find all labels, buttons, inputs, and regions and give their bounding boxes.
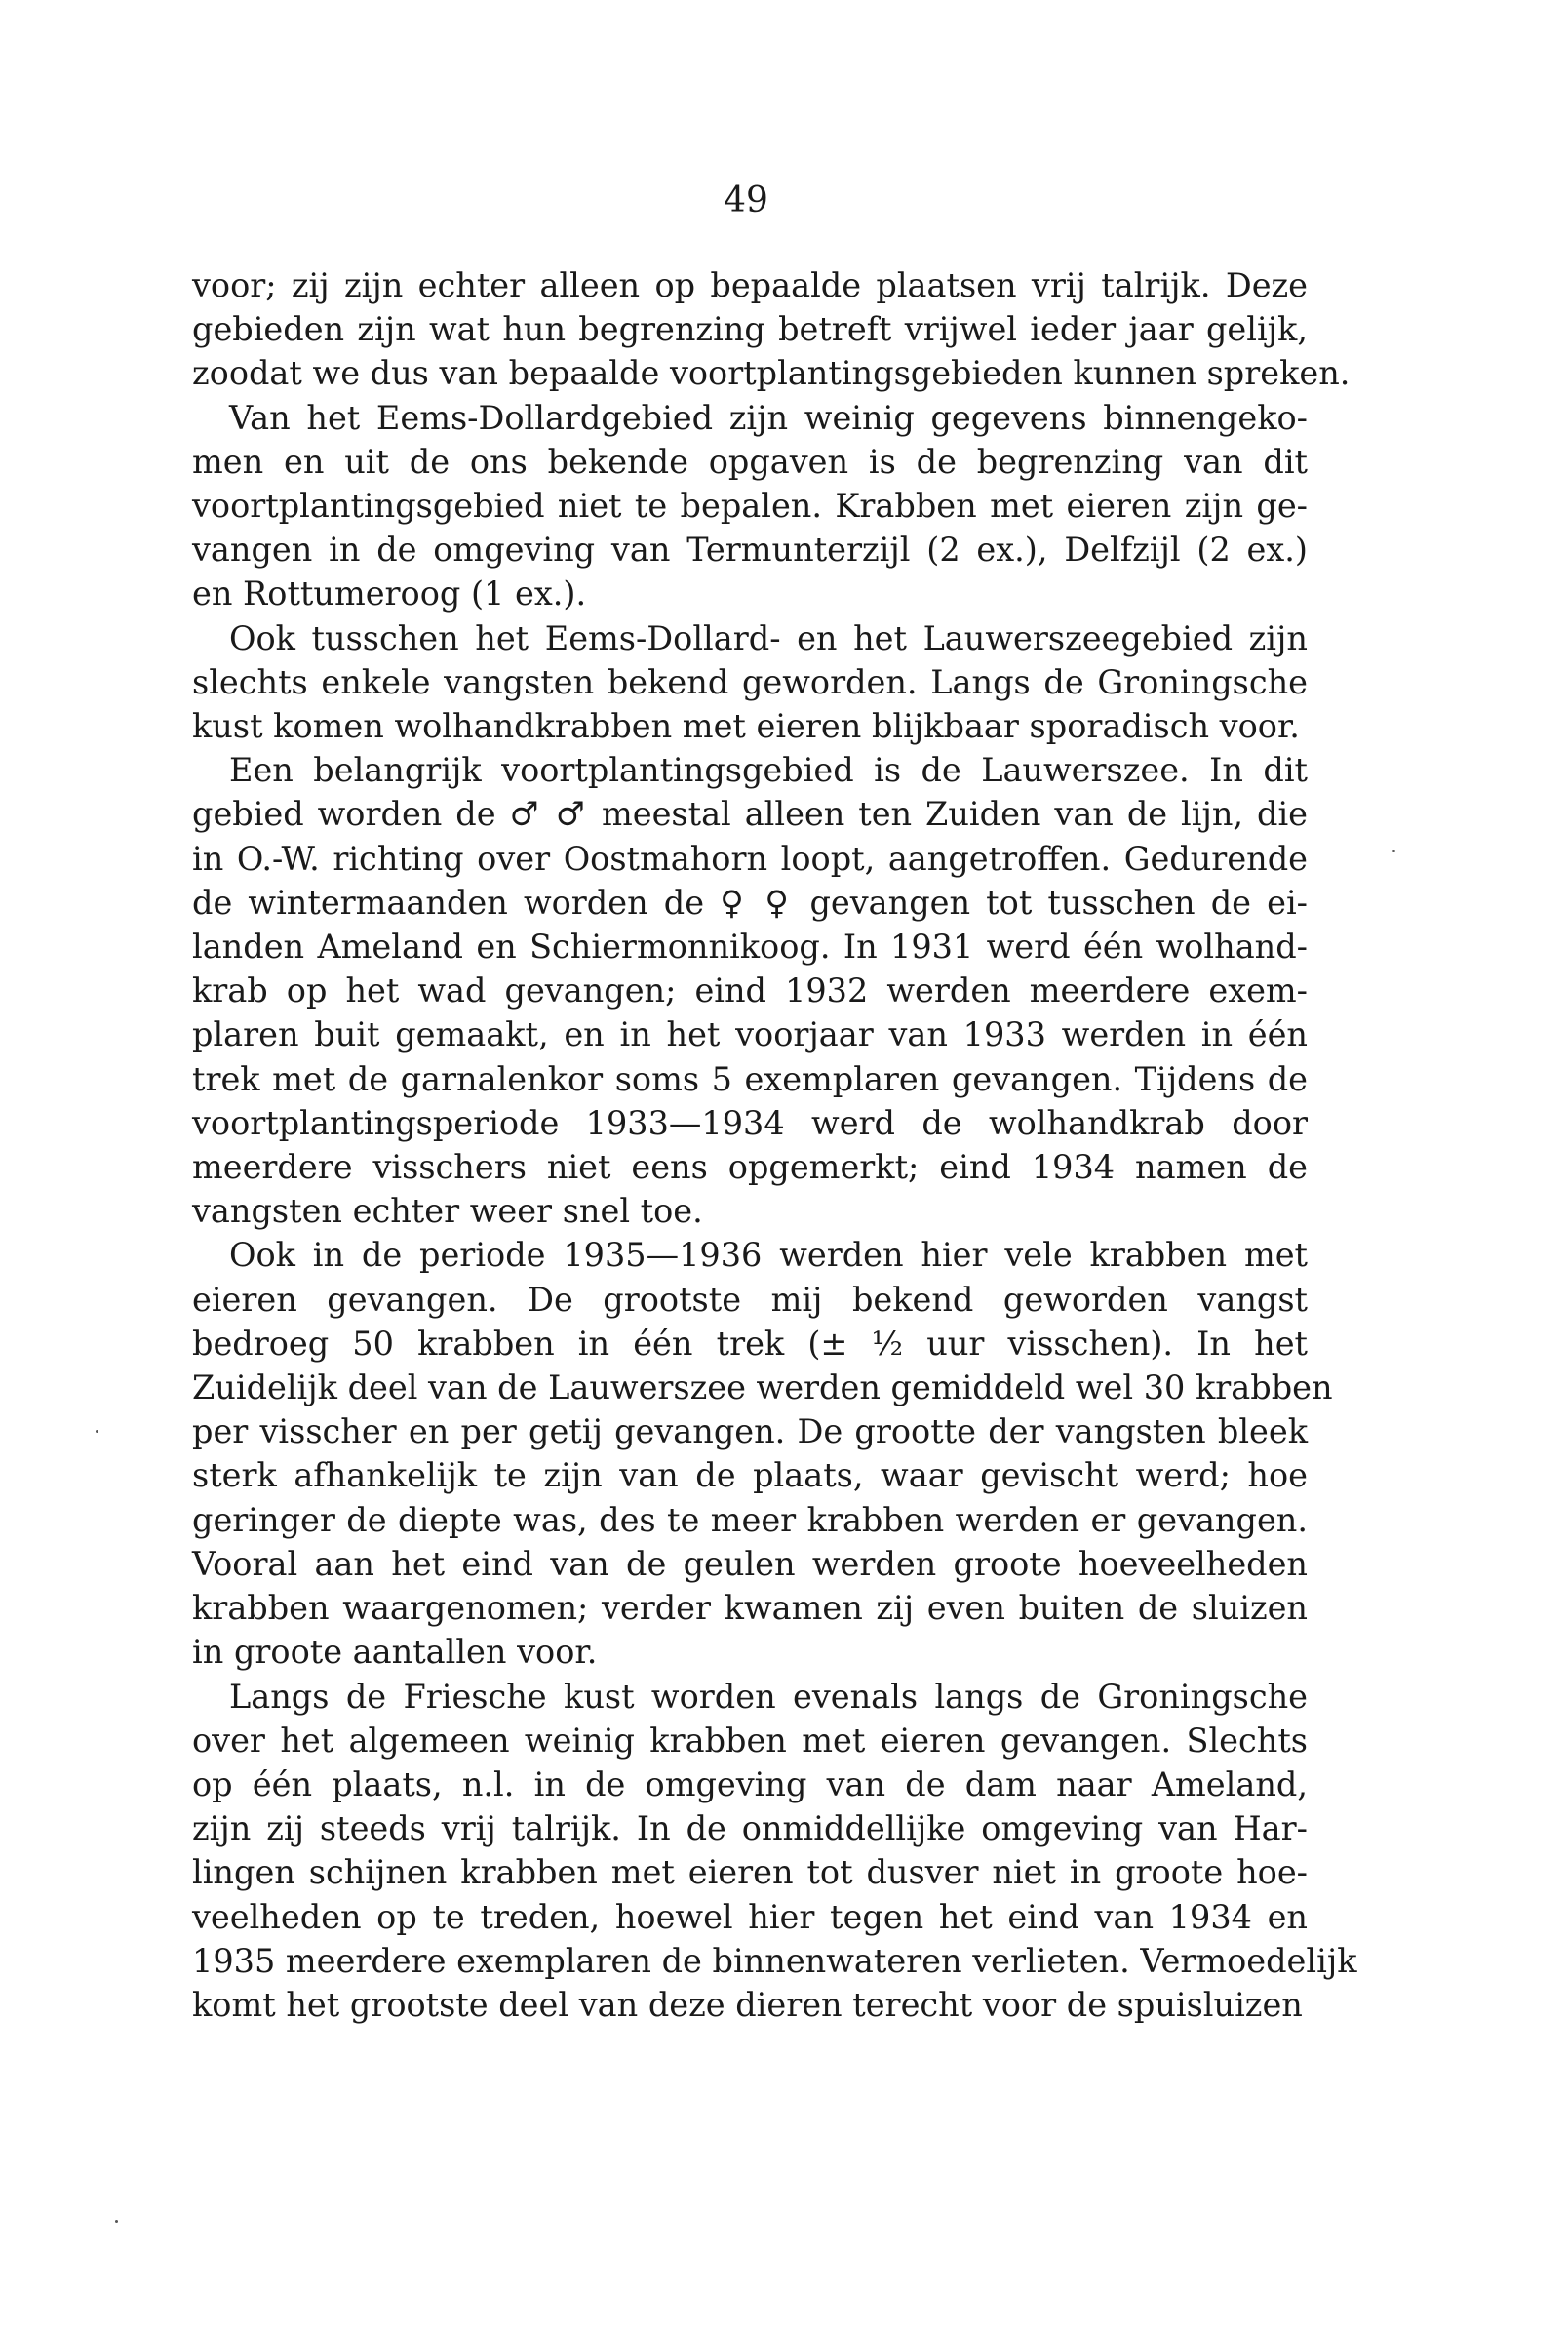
text-line: en Rottumeroog (1 ex.).	[192, 574, 587, 614]
paragraph	[192, 1675, 1357, 2028]
paragraph	[192, 396, 1308, 616]
scan-speck	[96, 1430, 98, 1433]
text-line: vangsten echter weer snel toe.	[192, 1192, 703, 1231]
text-line: zijn zij steeds vrij talrijk. In de onmiddellijke omgeving van Har-	[192, 1809, 1308, 1848]
text-line: eieren gevangen. De grootste mij bekend geworden vangst	[192, 1280, 1308, 1319]
text-line: 1935 meerdere exemplaren de binnenwateren verlieten. Vermoedelijk	[192, 1941, 1357, 1980]
text-line: slechts enkele vangsten bekend geworden. Langs de Groningsche	[192, 662, 1308, 701]
text-line: Zuidelijk deel van de Lauwerszee werden gemiddeld wel 30 krabben	[192, 1368, 1333, 1407]
text-line: Van het Eems-Dollardgebied zijn weinig gegevens binnengeko-	[229, 398, 1308, 437]
body-text	[192, 263, 1357, 2027]
text-line: sterk afhankelijk te zijn van de plaats, waar gevischt werd; hoe	[192, 1456, 1308, 1495]
text-line: krab op het wad gevangen; eind 1932 werden meerdere exem-	[192, 971, 1308, 1010]
paragraph	[192, 748, 1308, 1233]
text-line: plaren buit gemaakt, en in het voorjaar van 1933 werden in één	[192, 1015, 1308, 1054]
text-line: de wintermaanden worden de ♀ ♀ gevangen tot tusschen de ei-	[192, 883, 1308, 922]
text-line: Ook in de periode 1935—1936 werden hier vele krabben met	[229, 1236, 1308, 1275]
text-line: geringer de diepte was, des te meer krabben werden er gevangen.	[192, 1500, 1308, 1539]
text-line: in O.-W. richting over Oostmahorn loopt, aangetroffen. Gedurende	[192, 839, 1308, 878]
text-line: zoodat we dus van bepaalde voortplantingsgebieden kunnen spreken.	[192, 354, 1351, 393]
scan-speck	[115, 2220, 118, 2223]
text-line: komt het grootste deel van deze dieren terecht voor de spuisluizen	[192, 1985, 1303, 2024]
paragraph	[192, 1233, 1333, 1674]
text-line: gebied worden de ♂ ♂ meestal alleen ten Zuiden van de lijn, die	[192, 795, 1308, 834]
text-line: kust komen wolhandkrabben met eieren blijkbaar sporadisch voor.	[192, 707, 1300, 746]
page-number: 49	[724, 180, 768, 220]
text-line: in groote aantallen voor.	[192, 1633, 598, 1672]
text-line: meerdere visschers niet eens opgemerkt; eind 1934 namen de	[192, 1148, 1308, 1187]
text-line: op één plaats, n.l. in de omgeving van de dam naar Ameland,	[192, 1764, 1308, 1803]
text-line: Ook tusschen het Eems-Dollard- en het Lauwerszeegebied zijn	[229, 618, 1308, 657]
text-line: voor; zij zijn echter alleen op bepaalde plaatsen vrij talrijk. Deze	[192, 266, 1308, 304]
text-line: gebieden zijn wat hun begrenzing betreft vrijwel ieder jaar gelijk,	[192, 310, 1308, 349]
text-line: lingen schijnen krabben met eieren tot dusver niet in groote hoe-	[192, 1853, 1308, 1892]
text-line: over het algemeen weinig krabben met eieren gevangen. Slechts	[192, 1721, 1308, 1760]
text-line: bedroeg 50 krabben in één trek (± ½ uur visschen). In het	[192, 1324, 1308, 1363]
text-line: Langs de Friesche kust worden evenals langs de Groningsche	[229, 1677, 1308, 1716]
text-line: voortplantingsperiode 1933—1934 werd de wolhandkrab door	[192, 1103, 1308, 1142]
text-line: landen Ameland en Schiermonnikoog. In 1931 werd één wolhand-	[192, 928, 1308, 967]
text-line: Een belangrijk voortplantingsgebied is de Lauwerszee. In dit	[229, 751, 1308, 790]
text-line: vangen in de omgeving van Termunterzijl (2 ex.), Delfzijl (2 ex.)	[192, 531, 1308, 570]
scan-speck	[1392, 850, 1395, 852]
text-line: krabben waargenomen; verder kwamen zij even buiten de sluizen	[192, 1589, 1308, 1628]
paragraph	[192, 263, 1351, 396]
text-line: per visscher en per getij gevangen. De grootte der vangsten bleek	[192, 1412, 1308, 1451]
text-line: voortplantingsgebied niet te bepalen. Krabben met eieren zijn ge-	[192, 487, 1308, 526]
text-line: men en uit de ons bekende opgaven is de begrenzing van dit	[192, 442, 1308, 481]
text-line: Vooral aan het eind van de geulen werden groote hoeveelheden	[192, 1544, 1308, 1583]
text-line: veelheden op te treden, hoewel hier tegen het eind van 1934 en	[192, 1897, 1308, 1936]
text-line: trek met de garnalenkor soms 5 exemplaren gevangen. Tijdens de	[192, 1059, 1308, 1098]
paragraph	[192, 616, 1308, 749]
